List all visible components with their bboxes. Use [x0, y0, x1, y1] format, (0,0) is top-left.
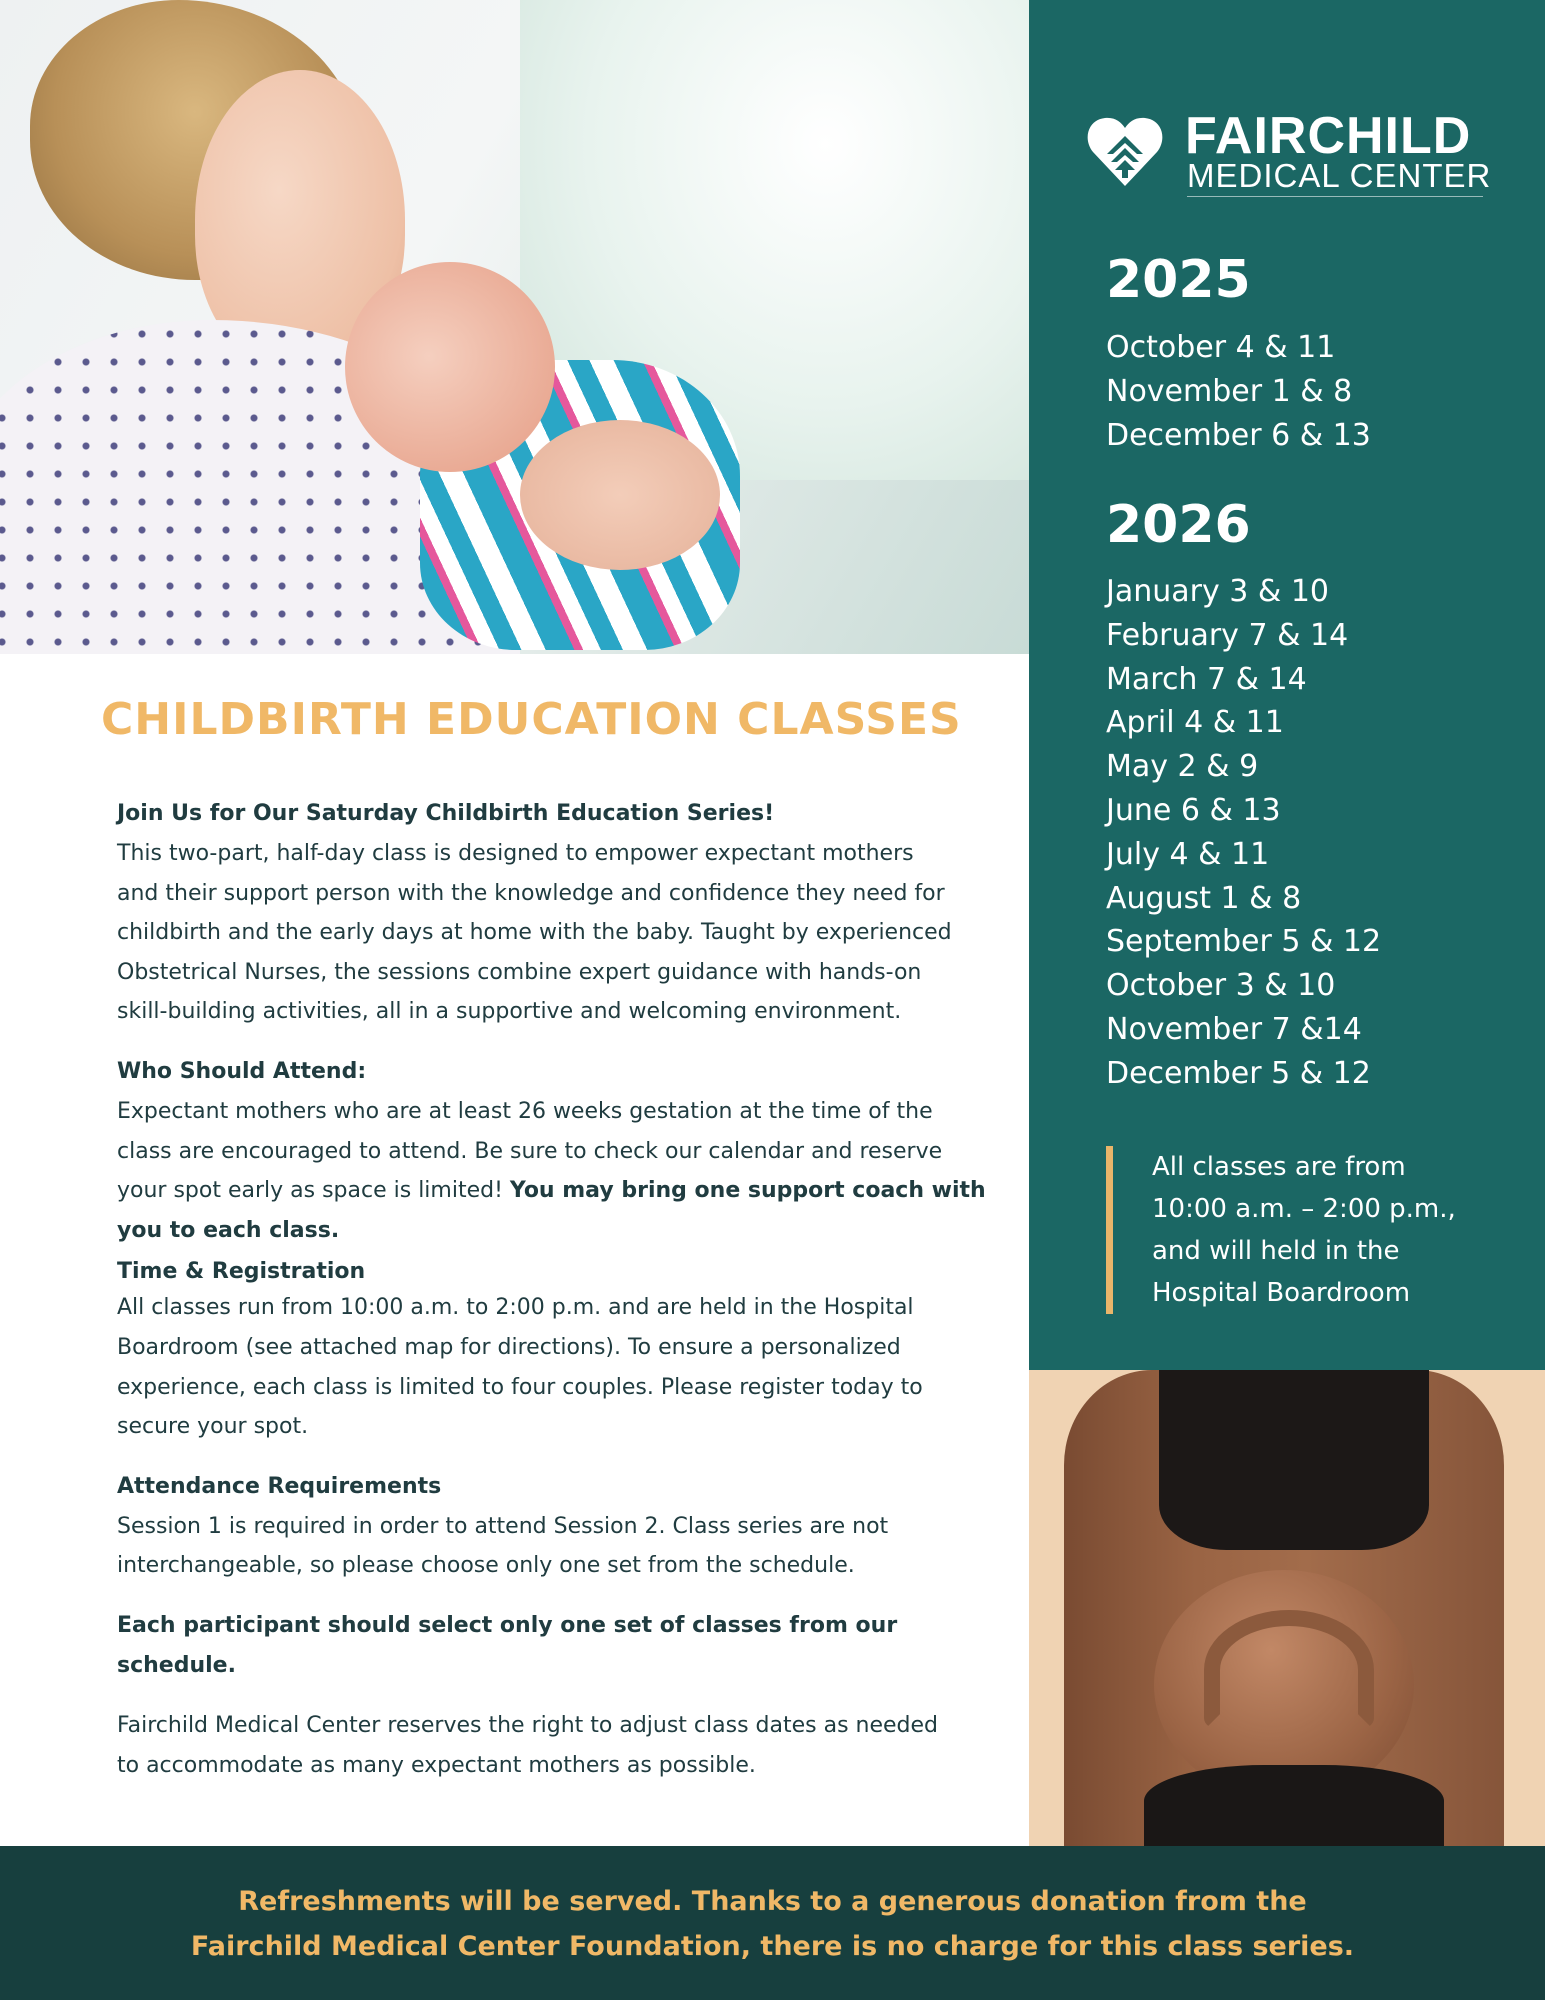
date-item: February 7 & 14 — [1106, 617, 1349, 653]
date-item: December 6 & 13 — [1106, 417, 1371, 453]
intro-line: and their support person with the knowledge and confidence they need for — [117, 880, 945, 906]
attendance-line: Session 1 is required in order to attend Session 2. Class series are not — [117, 1513, 889, 1539]
intro-heading: Join Us for Our Saturday Childbirth Education Series! — [117, 801, 775, 826]
time-heading: Time & Registration — [117, 1259, 366, 1285]
newborn-head — [345, 262, 555, 472]
heart-hands — [1204, 1610, 1374, 1730]
date-item: September 5 & 12 — [1106, 924, 1382, 960]
time-line: secure your spot. — [117, 1414, 309, 1440]
date-item: October 4 & 11 — [1106, 330, 1336, 365]
date-item: January 3 & 10 — [1106, 574, 1329, 609]
date-item: August 1 & 8 — [1106, 880, 1302, 916]
date-item: November 7 &14 — [1106, 1011, 1362, 1047]
attendance-heading: Attendance Requirements — [117, 1473, 442, 1499]
support-coach-text: you to each class. — [117, 1217, 340, 1243]
year-2025-heading: 2025 — [1106, 250, 1251, 310]
attendance-line: interchangeable, so please choose only one set from the schedule. — [117, 1553, 855, 1579]
mother-hand — [520, 420, 720, 570]
heart-home-icon — [1085, 110, 1165, 190]
year-2026-heading: 2026 — [1106, 495, 1251, 555]
date-item: November 1 & 8 — [1106, 373, 1353, 409]
logo-divider — [1187, 196, 1483, 197]
intro-line: skill-building activities, all in a supportive and welcoming environment. — [117, 999, 902, 1025]
note-line: 10:00 a.m. – 2:00 p.m., — [1152, 1194, 1456, 1224]
who-heading: Who Should Attend: — [117, 1058, 367, 1084]
intro-line: This two-part, half-day class is designed to empower expectant mothers — [117, 841, 914, 866]
rights-line: to accommodate as many expectant mothers as possible. — [117, 1752, 756, 1778]
support-coach-text: You may bring one support coach with — [509, 1178, 986, 1204]
who-line: class are encouraged to attend. Be sure to check our calendar and reserve — [117, 1138, 943, 1164]
intro-line: Obstetrical Nurses, the sessions combine expert guidance with hands-on — [117, 959, 922, 985]
date-item: April 4 & 11 — [1106, 705, 1284, 741]
note-line: and will held in the — [1152, 1236, 1400, 1266]
fairchild-logo — [1085, 108, 1515, 200]
rights-line: Fairchild Medical Center reserves the right to adjust class dates as needed — [117, 1712, 939, 1738]
page-title: CHILDBIRTH EDUCATION CLASSES — [101, 694, 962, 745]
footer-message — [0, 1879, 1545, 1969]
time-line: experience, each class is limited to four couples. Please register today to — [117, 1374, 923, 1400]
footer-banner — [0, 1846, 1545, 2000]
date-item: March 7 & 14 — [1106, 661, 1307, 697]
time-line: Boardroom (see attached map for directions). To ensure a personalized — [117, 1334, 901, 1360]
logo-subtitle: MEDICAL CENTER — [1187, 157, 1492, 194]
sports-bra — [1159, 1370, 1429, 1550]
intro-line: childbirth and the early days at home with the baby. Taught by experienced — [117, 920, 952, 946]
time-line: All classes run from 10:00 a.m. to 2:00 p.m. and are held in the Hospital — [117, 1295, 914, 1321]
note-line: All classes are from — [1152, 1152, 1406, 1182]
class-description — [117, 794, 1002, 1785]
date-item: May 2 & 9 — [1106, 749, 1259, 785]
dates-2026-list — [1106, 570, 1381, 1096]
shorts — [1144, 1765, 1444, 1846]
logo-name: FAIRCHILD — [1185, 107, 1472, 165]
date-item: October 3 & 10 — [1106, 968, 1336, 1004]
date-item: June 6 & 13 — [1106, 792, 1281, 828]
date-item: July 4 & 11 — [1106, 836, 1270, 872]
footer-line: Refreshments will be served. Thanks to a generous donation from the — [238, 1886, 1307, 1917]
who-line: Expectant mothers who are at least 26 weeks gestation at the time of the — [117, 1098, 933, 1124]
dates-2025-list — [1106, 326, 1371, 457]
who-line-text: your spot early as space is limited! — [117, 1178, 503, 1204]
mother-newborn-photo — [0, 0, 1029, 654]
note-line: Hospital Boardroom — [1152, 1278, 1411, 1308]
footer-line: Fairchild Medical Center Foundation, there is no charge for this class series. — [190, 1931, 1355, 1962]
pregnant-belly-photo — [1029, 1370, 1545, 1846]
class-time-note — [1106, 1146, 1542, 1314]
date-item: December 5 & 12 — [1106, 1055, 1371, 1091]
who-line — [117, 1171, 1002, 1211]
schedule-panel — [1029, 0, 1545, 1370]
select-one-notice: Each participant should select only one set of classes from our schedule. — [117, 1612, 898, 1678]
